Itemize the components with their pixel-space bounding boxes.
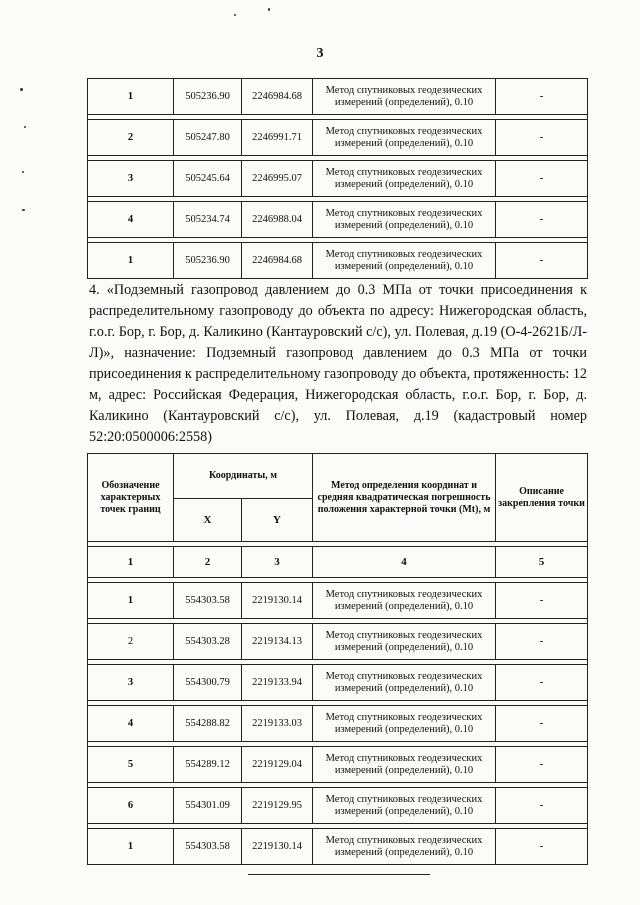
y-cell: 2246988.04 bbox=[242, 202, 313, 238]
y-cell: 2246995.07 bbox=[242, 161, 313, 197]
x-cell: 554303.58 bbox=[174, 583, 242, 619]
scan-speck bbox=[268, 8, 270, 11]
fixing-cell: - bbox=[496, 161, 588, 197]
column-number: 4 bbox=[313, 547, 496, 578]
header-x: X bbox=[174, 499, 242, 542]
table-row bbox=[88, 161, 588, 197]
y-cell: 2219130.14 bbox=[242, 829, 313, 865]
method-cell: Метод спутниковых геодезических измерений (определений), 0.10 bbox=[313, 665, 496, 701]
x-cell: 505236.90 bbox=[174, 79, 242, 115]
point-cell: 1 bbox=[88, 583, 174, 619]
point-cell: 4 bbox=[88, 706, 174, 742]
fixing-cell: - bbox=[496, 747, 588, 783]
coordinates-table-top bbox=[87, 78, 588, 279]
method-cell: Метод спутниковых геодезических измерений (определений), 0.10 bbox=[313, 624, 496, 660]
y-cell: 2219133.03 bbox=[242, 706, 313, 742]
table-row bbox=[88, 120, 588, 156]
column-number: 5 bbox=[496, 547, 588, 578]
point-cell: 3 bbox=[88, 665, 174, 701]
y-cell: 2246984.68 bbox=[242, 243, 313, 279]
scan-speck bbox=[20, 88, 23, 91]
table-row bbox=[88, 583, 588, 619]
point-cell: 6 bbox=[88, 788, 174, 824]
method-cell: Метод спутниковых геодезических измерений (определений), 0.10 bbox=[313, 79, 496, 115]
x-cell: 505236.90 bbox=[174, 243, 242, 279]
method-cell: Метод спутниковых геодезических измерений (определений), 0.10 bbox=[313, 120, 496, 156]
column-number: 1 bbox=[88, 547, 174, 578]
point-cell: 1 bbox=[88, 79, 174, 115]
y-cell: 2246991.71 bbox=[242, 120, 313, 156]
x-cell: 554289.12 bbox=[174, 747, 242, 783]
table-row bbox=[88, 747, 588, 783]
coordinates-table-bottom bbox=[87, 453, 588, 865]
method-cell: Метод спутниковых геодезических измерений (определений), 0.10 bbox=[313, 747, 496, 783]
scan-speck bbox=[22, 171, 24, 173]
method-cell: Метод спутниковых геодезических измерений (определений), 0.10 bbox=[313, 161, 496, 197]
y-cell: 2219134.13 bbox=[242, 624, 313, 660]
point-cell: 1 bbox=[88, 243, 174, 279]
point-cell: 3 bbox=[88, 161, 174, 197]
method-cell: Метод спутниковых геодезических измерений (определений), 0.10 bbox=[313, 202, 496, 238]
x-cell: 554303.58 bbox=[174, 829, 242, 865]
table-row bbox=[88, 79, 588, 115]
method-cell: Метод спутниковых геодезических измерений (определений), 0.10 bbox=[313, 788, 496, 824]
method-cell: Метод спутниковых геодезических измерений (определений), 0.10 bbox=[313, 829, 496, 865]
table-row bbox=[88, 243, 588, 279]
fixing-cell: - bbox=[496, 829, 588, 865]
point-cell: 2 bbox=[88, 624, 174, 660]
fixing-cell: - bbox=[496, 243, 588, 279]
fixing-cell: - bbox=[496, 202, 588, 238]
x-cell: 505234.74 bbox=[174, 202, 242, 238]
x-cell: 554300.79 bbox=[174, 665, 242, 701]
header-method: Метод определения координат и средняя квадратическая погрешность положения характерной точки (Mt), м bbox=[313, 454, 496, 542]
column-number: 3 bbox=[242, 547, 313, 578]
x-cell: 554301.09 bbox=[174, 788, 242, 824]
object-description-paragraph: 4. «Подземный газопровод давлением до 0.3 МПа от точки присоединения к распределительному газопроводу до объекта по адресу: Нижегородская область, г.о.г. Бор, г. Бор, д. Каликино (Кантауровский с/с), ул. Полевая, д.19 (О-4-2621Б/Л-Л)», назначение: Подземный газопровод давлением до 0.3 МПа от точки присоединения к распределительному газопроводу до объекта, протяженность: 12 м, адрес: Российская Федерация, Нижегородская область, г.о.г. Бор, г. Бор, д. Каликино (Кантауровский с/с), ул. Полевая, д.19 (кадастровый номер 52:20:0500006:2558) bbox=[89, 282, 588, 445]
y-cell: 2246984.68 bbox=[242, 79, 313, 115]
x-cell: 554288.82 bbox=[174, 706, 242, 742]
table-row bbox=[88, 706, 588, 742]
header-y: Y bbox=[242, 499, 313, 542]
method-cell: Метод спутниковых геодезических измерений (определений), 0.10 bbox=[313, 583, 496, 619]
scan-speck bbox=[24, 126, 26, 128]
y-cell: 2219129.95 bbox=[242, 788, 313, 824]
header-coordinates: Координаты, м bbox=[174, 454, 313, 499]
page-number: 3 bbox=[316, 46, 324, 61]
point-cell: 2 bbox=[88, 120, 174, 156]
method-cell: Метод спутниковых геодезических измерений (определений), 0.10 bbox=[313, 706, 496, 742]
x-cell: 505245.64 bbox=[174, 161, 242, 197]
column-number: 2 bbox=[174, 547, 242, 578]
fixing-cell: - bbox=[496, 624, 588, 660]
method-cell: Метод спутниковых геодезических измерений (определений), 0.10 bbox=[313, 243, 496, 279]
scan-speck bbox=[22, 209, 25, 211]
y-cell: 2219129.04 bbox=[242, 747, 313, 783]
point-cell: 1 bbox=[88, 829, 174, 865]
fixing-cell: - bbox=[496, 665, 588, 701]
point-cell: 5 bbox=[88, 747, 174, 783]
header-fixing: Описание закрепления точки bbox=[496, 454, 588, 542]
table-row bbox=[88, 829, 588, 865]
table-row bbox=[88, 665, 588, 701]
table-row bbox=[88, 624, 588, 660]
fixing-cell: - bbox=[496, 120, 588, 156]
point-cell: 4 bbox=[88, 202, 174, 238]
scan-speck bbox=[234, 14, 236, 16]
y-cell: 2219130.14 bbox=[242, 583, 313, 619]
fixing-cell: - bbox=[496, 583, 588, 619]
footer-rule bbox=[248, 874, 430, 875]
fixing-cell: - bbox=[496, 788, 588, 824]
table-row bbox=[88, 202, 588, 238]
x-cell: 505247.80 bbox=[174, 120, 242, 156]
fixing-cell: - bbox=[496, 706, 588, 742]
header-point: Обозначение характерных точек границ bbox=[88, 454, 174, 542]
y-cell: 2219133.94 bbox=[242, 665, 313, 701]
table-row bbox=[88, 788, 588, 824]
fixing-cell: - bbox=[496, 79, 588, 115]
x-cell: 554303.28 bbox=[174, 624, 242, 660]
